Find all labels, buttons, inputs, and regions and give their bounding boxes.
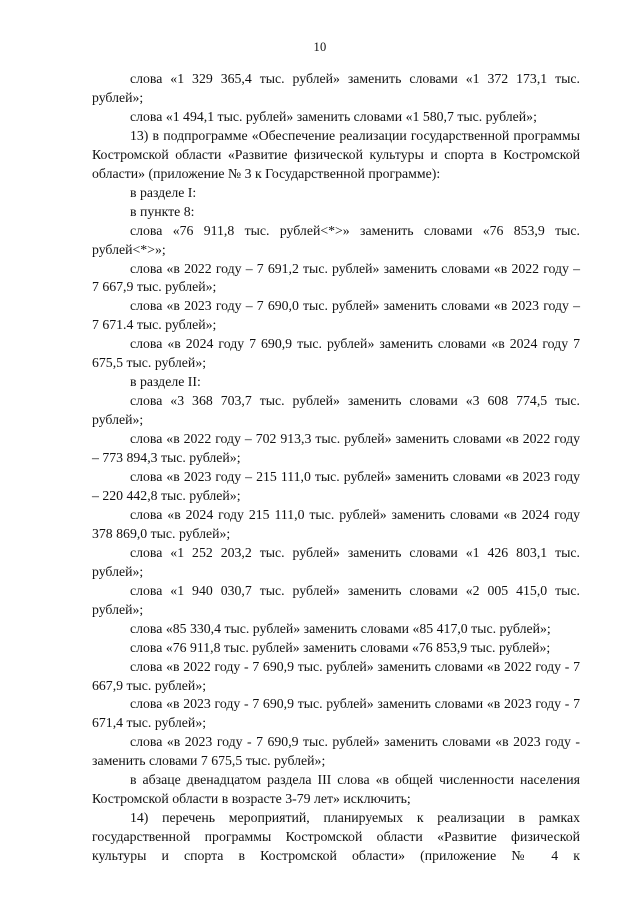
- paragraph-22: в абзаце двенадцатом раздела III слова «в общей численности населения Костромской области в возрасте 3-79 лет» исключить;: [92, 772, 580, 807]
- paragraph-21: слова «в 2023 году - 7 690,9 тыс. рублей» заменить словами «в 2023 году - заменить словами 7 675,5 тыс. рублей»;: [92, 734, 580, 769]
- paragraph-16: слова «1 940 030,7 тыс. рублей» заменить словами «2 005 415,0 тыс. рублей»;: [92, 582, 580, 617]
- paragraph-18: слова «76 911,8 тыс. рублей» заменить словами «76 853,9 тыс. рублей»;: [130, 639, 551, 655]
- paragraph-12: слова «в 2022 году – 702 913,3 тыс. рублей» заменить словами «в 2022 году – 773 894,3 тыс. рублей»;: [92, 431, 580, 466]
- paragraph-15: слова «1 252 203,2 тыс. рублей» заменить словами «1 426 803,1 тыс. рублей»;: [92, 544, 580, 579]
- paragraph-19: слова «в 2022 году - 7 690,9 тыс. рублей» заменить словами «в 2022 году - 7 667,9 тыс. рублей»;: [92, 658, 580, 693]
- paragraph-23: 14) перечень мероприятий, планируемых к реализации в рамках государственной программы Костромской области «Развитие физической культуры и спорта в Костромской области» (приложение № 4 к: [92, 810, 580, 864]
- paragraph-2: слова «1 494,1 тыс. рублей» заменить словами «1 580,7 тыс. рублей»;: [130, 108, 537, 124]
- paragraph-9: слова «в 2024 году 7 690,9 тыс. рублей» заменить словами «в 2024 году 7 675,5 тыс. рублей»;: [92, 336, 580, 371]
- paragraph-1: слова «1 329 365,4 тыс. рублей» заменить словами «1 372 173,1 тыс. рублей»;: [92, 71, 580, 105]
- document-body: [92, 70, 580, 866]
- paragraph-13: слова «в 2023 году – 215 111,0 тыс. рублей» заменить словами «в 2023 году – 220 442,8 тыс. рублей»;: [92, 469, 580, 503]
- paragraph-3: 13) в подпрограмме «Обеспечение реализации государственной программы Костромской области «Развитие физической культуры и спорта в Костромской области» (приложение № 3 к Государственной программе):: [92, 127, 580, 181]
- paragraph-8: слова «в 2023 году – 7 690,0 тыс. рублей» заменить словами «в 2023 году – 7 671.4 тыс. рублей»;: [92, 298, 580, 333]
- paragraph-7: слова «в 2022 году – 7 691,2 тыс. рублей» заменить словами «в 2022 году – 7 667,9 тыс. рублей»;: [92, 260, 580, 295]
- paragraph-10: в разделе II:: [130, 374, 201, 390]
- paragraph-6: слова «76 911,8 тыс. рублей<*>» заменить словами «76 853,9 тыс. рублей<*>»;: [92, 222, 580, 257]
- paragraph-20: слова «в 2023 году - 7 690,9 тыс. рублей» заменить словами «в 2023 году - 7 671,4 тыс. рублей»;: [92, 696, 580, 731]
- paragraph-5: в пункте 8:: [130, 203, 195, 219]
- page-number: 10: [313, 40, 327, 54]
- paragraph-14: слова «в 2024 году 215 111,0 тыс. рублей» заменить словами «в 2024 году 378 869,0 тыс. рублей»;: [92, 506, 580, 541]
- paragraph-17: слова «85 330,4 тыс. рублей» заменить словами «85 417,0 тыс. рублей»;: [130, 620, 551, 636]
- paragraph-4: в разделе I:: [130, 184, 197, 200]
- paragraph-11: слова «3 368 703,7 тыс. рублей» заменить словами «3 608 774,5 тыс. рублей»;: [92, 393, 580, 428]
